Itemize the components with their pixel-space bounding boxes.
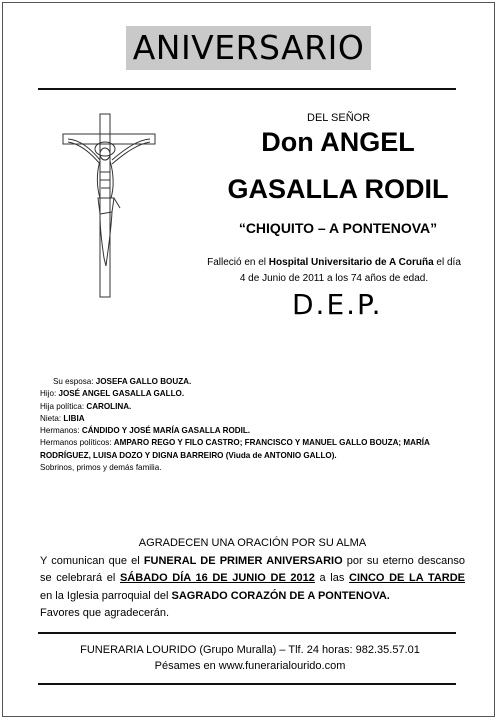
family-value: JOSEFA GALLO BOUZA. (95, 377, 192, 386)
bottom-divider-top (38, 632, 456, 634)
family-label: Hija política: (40, 401, 87, 411)
announcement-line2 (40, 553, 465, 571)
deceased-prefix: DEL SEÑOR (307, 112, 371, 124)
family-value: Sobrinos, primos y demás familia. (40, 463, 162, 473)
family-row-spouse (40, 376, 460, 388)
announcement (40, 535, 465, 623)
deceased-nickname: “CHIQUITO – A PONTENOVA” (238, 220, 438, 236)
funeral-type: FUNERAL DE PRIMER ANIVERSARIO (143, 554, 343, 567)
announcement-line5: Favores que agradecerán. (40, 607, 170, 619)
deceased-name-line1: Don ANGEL (261, 127, 415, 157)
death-hospital: Hospital Universitario de A Coruña (268, 257, 434, 268)
family-value: CÁNDIDO Y JOSÉ MARÍA GASALLA RODIL. (81, 426, 251, 436)
family-value: LIBIA (63, 413, 85, 423)
footer (40, 642, 460, 674)
death-date: 4 de Junio de 2011 a los 74 años de edad. (239, 273, 429, 284)
funeral-date: SÁBADO DÍA 16 DE JUNIO DE 2012 (119, 572, 315, 584)
death-notice (205, 255, 463, 287)
page-title: ANIVERSARIO (126, 26, 371, 70)
family-label: Nieta: (40, 413, 64, 423)
announcement-text: a las (314, 572, 350, 584)
bottom-divider (38, 683, 456, 685)
family-value: JOSÉ ANGEL GASALLA GALLO. (58, 389, 185, 399)
dep-text: D.E.P. (292, 288, 383, 321)
family-row-daughter-in-law (40, 401, 460, 413)
family-value: AMPARO REGO Y FILO CASTRO; FRANCISCO Y MANUEL GALLO BOUZA; MARÍA RODRÍGUEZ, LUISA DOZO Y DIGNA BARREIRO (Viuda de (40, 438, 430, 460)
family-row-siblings (40, 425, 460, 437)
announcement-text: Y comunican que el (40, 554, 144, 567)
family-value: ANTONIO GALLO). (263, 450, 337, 460)
deceased-name-line2: GASALLA RODIL (227, 174, 449, 204)
family-row-son (40, 388, 460, 400)
family-list (40, 376, 460, 474)
family-label: Hijo: (40, 389, 59, 399)
announcement-line4 (40, 588, 465, 606)
family-label: Su esposa: (53, 377, 96, 386)
family-label: Hermanos políticos: (40, 438, 114, 448)
announcement-line3 (40, 570, 465, 588)
funeral-church: SAGRADO CORAZÓN DE A PONTENOVA. (171, 589, 390, 602)
announcement-text: se celebrará el (40, 572, 120, 584)
family-row-in-laws (40, 437, 460, 462)
family-label: Hermanos: (40, 426, 82, 436)
funeral-time: CINCO DE LA TARDE (349, 572, 465, 584)
death-text-a: Falleció en el (207, 257, 269, 268)
crucifix-icon (60, 112, 160, 298)
announcement-text: por su eterno descanso (342, 554, 465, 567)
family-row-others (40, 462, 460, 474)
announcement-text: en la Iglesia parroquial del (40, 589, 172, 602)
family-row-granddaughter (40, 413, 460, 425)
announcement-line1: AGRADECEN UNA ORACIÓN POR SU ALMA (138, 537, 367, 549)
family-value: CAROLINA. (86, 401, 132, 411)
death-text-b: el día (433, 257, 461, 268)
footer-contact: FUNERARIA LOURIDO (Grupo Muralla) – Tlf. 24 horas: 982.35.57.01 (80, 644, 420, 656)
footer-website: Pésames en www.funerarialourido.com (154, 660, 346, 672)
top-divider (38, 88, 456, 90)
